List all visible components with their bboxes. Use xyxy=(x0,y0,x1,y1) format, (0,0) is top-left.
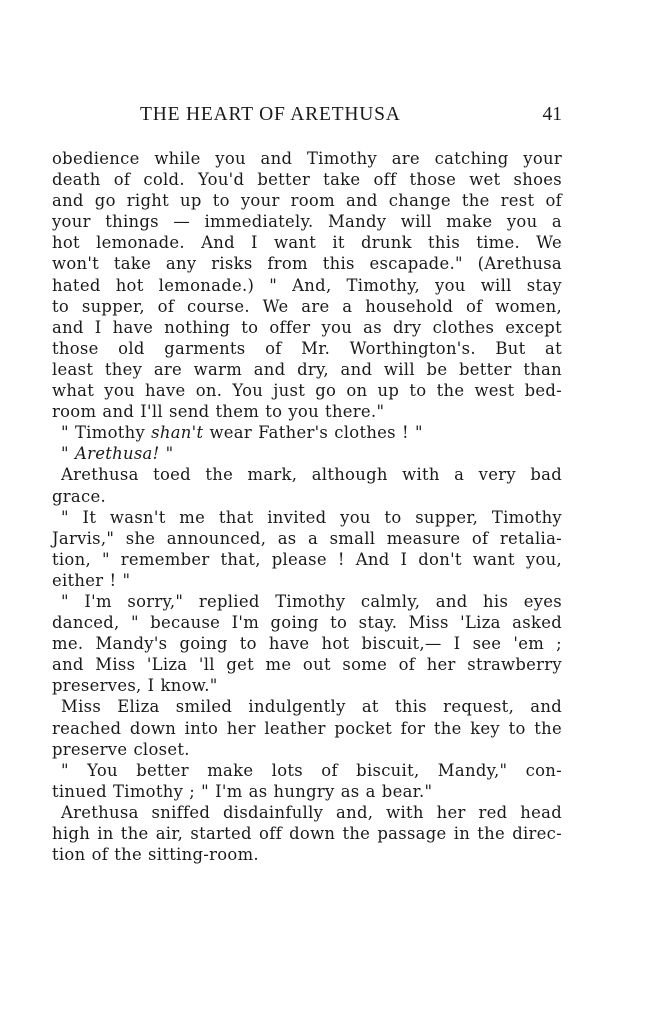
text-line: me. Mandy's going to have hot biscuit,— I see 'em ; xyxy=(52,634,562,654)
text-line: " You better make lots of biscuit, Mandy," con- xyxy=(61,760,562,780)
text-line: grace. xyxy=(52,486,106,506)
text-line: Arethusa toed the mark, although with a very bad xyxy=(61,465,562,485)
text-line: obedience while you and Timothy are catching your xyxy=(52,149,562,168)
text-line: hated hot lemonade.) " And, Timothy, you will stay xyxy=(52,275,562,295)
text-segment: " xyxy=(61,444,75,464)
paragraph xyxy=(52,696,562,759)
text-line: and go right up to your room and change the rest of xyxy=(52,191,562,211)
text-line: tinued Timothy ; " I'm as hungry as a bear." xyxy=(52,781,433,801)
text-line: Miss Eliza smiled indulgently at this request, and xyxy=(61,697,562,717)
text-segment: " Timothy xyxy=(61,423,152,443)
text-line: and I have nothing to offer you as dry clothes except xyxy=(52,317,562,337)
paragraph xyxy=(52,802,562,865)
italic-text: Arethusa! xyxy=(74,444,160,464)
text-line: preserves, I know." xyxy=(52,676,218,696)
text-line: Jarvis," she announced, as a small measure of retalia- xyxy=(52,528,562,548)
text-line: Arethusa sniffed disdainfully and, with her red head xyxy=(61,802,562,822)
text-line: " It wasn't me that invited you to supper, Timothy xyxy=(61,507,562,527)
body-text xyxy=(52,148,562,865)
text-segment: wear Father's clothes ! " xyxy=(203,423,423,443)
text-line: either ! " xyxy=(52,570,131,590)
running-head xyxy=(52,104,562,134)
text-line: those old garments of Mr. Worthington's. But at xyxy=(52,338,562,358)
text-line: hot lemonade. And I want it drunk this time. We xyxy=(52,233,562,253)
paragraph xyxy=(52,464,562,506)
text-line: danced, " because I'm going to stay. Miss 'Liza asked xyxy=(52,613,562,633)
text-line: least they are warm and dry, and will be better than xyxy=(52,359,562,379)
text-line: high in the air, started off down the passage in the direc- xyxy=(52,824,562,843)
text-segment: " xyxy=(159,444,174,464)
text-line: " I'm sorry," replied Timothy calmly, and his eyes xyxy=(61,591,562,611)
text-line: preserve closet. xyxy=(52,739,190,759)
text-line: death of cold. You'd better take off those wet shoes xyxy=(52,170,562,190)
text-line: reached down into her leather pocket for the key to the xyxy=(52,718,562,738)
italic-text: shan't xyxy=(151,423,204,443)
text-line: and Miss 'Liza 'll get me out some of her strawberry xyxy=(52,655,562,675)
paragraph xyxy=(52,148,562,422)
paragraph xyxy=(52,591,562,696)
text-line: what you have on. You just go on up to the west bed- xyxy=(52,381,562,401)
text-line: room and I'll send them to you there." xyxy=(52,402,385,422)
paragraph xyxy=(52,760,562,802)
paragraph xyxy=(52,507,562,591)
text-line: your things — immediately. Mandy will make you a xyxy=(52,212,562,232)
text-line xyxy=(52,443,562,464)
text-line xyxy=(52,422,562,443)
text-line: to supper, of course. We are a household of women, xyxy=(52,296,562,316)
paragraph xyxy=(52,422,562,443)
page-number: 41 xyxy=(542,104,562,125)
book-page xyxy=(52,104,562,865)
text-line: tion of the sitting-room. xyxy=(52,845,259,865)
text-line: tion, " remember that, please ! And I don't want you, xyxy=(52,549,562,569)
text-line: won't take any risks from this escapade." (Arethusa xyxy=(52,254,562,274)
paragraph xyxy=(52,443,562,464)
running-head-title: THE HEART OF ARETHUSA xyxy=(140,104,401,125)
